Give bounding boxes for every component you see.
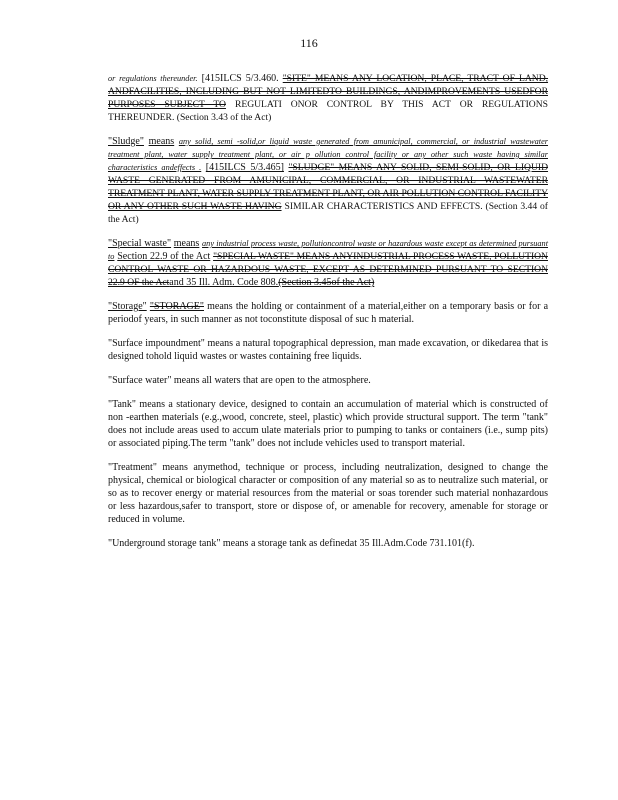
section-reference: Section 22.9 of the Act	[117, 251, 211, 262]
paragraph-underground-storage-tank: "Underground storage tank" means a storage tank as definedat 35 Ill.Adm.Code 731.101(f).	[108, 538, 475, 549]
means-word: means	[148, 136, 175, 147]
struck-text: "SITE" MEANS ANY LOCATION, PLACE, TRACT OF LAND, ANDFACILITIES, INCLUDING BUT NOT LIMITEDTO BUILDINGS, ANDIMPROVEMENTS USEDFOR PURPOSES SUBJECT TO	[108, 73, 549, 110]
paragraph-surface-impoundment: "Surface impoundment" means a natural topographical depression, man made excavation, or dikedarea that is designed tohold liquid wastes or wastes containing free liquids.	[108, 338, 548, 362]
page-number: 116	[300, 36, 318, 50]
citation: [415ILCS 5/3.460.	[201, 73, 279, 84]
paragraph-treatment-definition: "Treatment" means anymethod, technique or process, including neutralization, designed to change the physical, chemical or biological character or composition of any material so as to neutralize such material, or so as to recover energy or material resources from the material or soas torender such material nonhazardous or less hazardous,safer to transport, store or dispose of, or amenable for recovery, amenable for storage or reduced in volume.	[108, 462, 548, 525]
paragraph-tail: REGULATI ONOR CONTROL BY THIS ACT OR REGULATIONS THEREUNDER. (Section 3.43 of the Act)	[108, 99, 548, 123]
paragraph-site-definition	[108, 72, 548, 124]
intro-italic-text: or regulations thereunder.	[108, 74, 198, 83]
paragraph-tank-definition: "Tank" means a stationary device, designed to contain an accumulation of material which is constructed of non -earthen materials (e.g.,wood, concrete, steel, plastic) which provide structural support. The term "tank" does not include areas used to accum ulate materials prior to pumping to tanks or containers (i.e., sump pits) or associated piping.The term "tank" does not include vehicles used to transport material.	[108, 399, 548, 449]
struck-text: "SLUDGE" MEANS ANY SOLID, SEMI-SOLID, OR LIQUID WASTE GENERATED FROM AMUNICIPAL, COMMERCIAL, OR INDUSTRIAL WASTEWATER TREATMENT PLANT, WATER SUPPLY TREATMENT PLANT, OR AIR POLLUTION CONTROL FACILITY OR ANY OTHER SUCH WASTE HAVING	[108, 162, 549, 212]
citation: [415ILCS 5/3.465]	[205, 162, 284, 173]
struck-term: "STORAGE"	[149, 301, 204, 312]
paragraph-tail: SIMILAR CHARACTERISTICS AND EFFECTS. (Section 3.44 of the Act)	[108, 201, 549, 225]
struck-tail: (Section 3.45of the Act)	[278, 277, 375, 288]
definition-italic: any industrial process waste, pollutioncontrol waste or hazardous waste except as determined pursuant to	[108, 239, 549, 261]
paragraph-storage-definition	[108, 300, 548, 326]
document-body	[108, 72, 548, 561]
paragraph-surface-water: "Surface water" means all waters that are open to the atmosphere.	[108, 375, 371, 386]
term-storage: "Storage"	[108, 301, 147, 312]
paragraph-special-waste-definition	[108, 237, 548, 289]
term-sludge: "Sludge"	[108, 136, 144, 147]
definition-italic: any solid, semi -solid,or liquid waste generated from amunicipal, commercial, or industrial wastewater treatment plant, water supply treatment plant, or air p ollution control facility or any other such waste having similar characteristics andeffects .	[108, 137, 549, 172]
definition-text: means the holding or containment of a material,either on a temporary basis or for a periodof years, in such manner as not toconstitute disposal of suc h material.	[108, 301, 549, 325]
added-text: and 35 Ill. Adm. Code 808.	[169, 277, 279, 288]
struck-text: "SPECIAL WASTE" MEANS ANYINDUSTRIAL PROCESS WASTE, POLLUTION CONTROL WASTE OR HAZARDOUS WASTE, EXCEPT AS DETERMINED PURSUANT TO SECTION 22.9 OF the Act	[108, 251, 548, 288]
paragraph-sludge-definition	[108, 135, 548, 226]
means-word: means	[173, 238, 200, 249]
term-special-waste: "Special waste"	[108, 238, 172, 249]
